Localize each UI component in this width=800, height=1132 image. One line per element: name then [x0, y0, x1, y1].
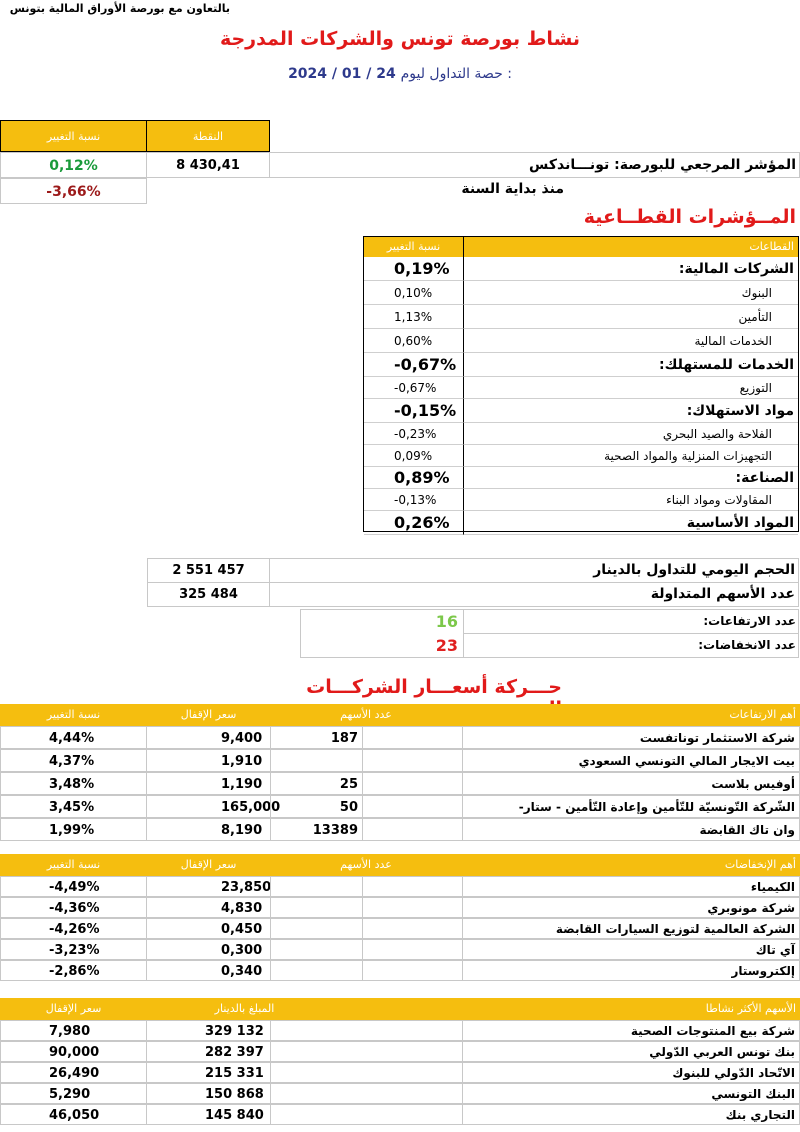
gainers-col-name: أهم الارتفاعات: [729, 708, 796, 721]
active-row: [0, 1062, 800, 1083]
sector-name: المقاولات ومواد البناء: [464, 489, 798, 511]
losers-change: -4,36%: [0, 897, 147, 918]
session-label: حصة التداول ليوم :: [400, 66, 512, 82]
index-ytd-row: [0, 178, 800, 204]
gainers-header: [0, 704, 800, 726]
active-name: بنك تونس العربي الدّولي: [462, 1041, 800, 1062]
losers-qty: [270, 897, 363, 918]
active-spacer: [270, 1083, 463, 1104]
sector-change: 0,10%: [364, 281, 464, 305]
sector-row: [364, 377, 798, 399]
gainers-name: شركة الاستثمار توناتفست: [462, 726, 800, 749]
sector-name: الفلاحة والصيد البحري: [464, 423, 798, 445]
gainers-table: [0, 704, 800, 844]
active-amount: 215 331: [146, 1062, 271, 1083]
downs-value: 23: [435, 636, 458, 655]
losers-change: -3,23%: [0, 939, 147, 960]
sector-row: [364, 329, 798, 353]
gainers-qty: 13389: [270, 818, 363, 841]
losers-spacer: [362, 876, 463, 897]
sector-row-main: [364, 399, 798, 423]
losers-name: الشركة العالمية لتوزيع السيارات القابضة: [462, 918, 800, 939]
active-price: 7,980: [0, 1020, 147, 1041]
sector-change: -0,67%: [364, 377, 464, 399]
losers-price: 0,340: [146, 960, 271, 981]
page-title: نشاط بورصة تونس والشركات المدرجة: [219, 28, 581, 50]
active-price: 46,050: [0, 1104, 147, 1125]
index-table-header: [0, 120, 270, 152]
sector-change: -0,23%: [364, 423, 464, 445]
sector-change: 0,26%: [364, 511, 464, 535]
active-table: [0, 998, 800, 1128]
active-name: البنك التونسي: [462, 1083, 800, 1104]
losers-spacer: [362, 897, 463, 918]
gainers-name: الشّركة التّونسيّة للتّأمين وإعادة التّأمين - ستار-: [462, 795, 800, 818]
sector-change: -0,67%: [364, 353, 464, 377]
gainers-row: [0, 772, 800, 795]
sector-row: [364, 281, 798, 305]
losers-price: 0,300: [146, 939, 271, 960]
index-change: 0,12%: [0, 152, 147, 178]
movers-title: حـــركة أسعـــار الشركـــات: [306, 676, 562, 698]
index-ytd-change: -3,66%: [0, 178, 147, 204]
active-price: 26,490: [0, 1062, 147, 1083]
gainers-spacer: [362, 726, 463, 749]
sectors-title: المــؤشرات القطــاعية: [583, 206, 796, 228]
sector-name: الخدمات المالية: [464, 329, 798, 353]
losers-name: الكيمياء: [462, 876, 800, 897]
active-name: التجاري بنك: [462, 1104, 800, 1125]
active-amount: 150 868: [146, 1083, 271, 1104]
gainers-qty: 25: [270, 772, 363, 795]
losers-row: [0, 918, 800, 939]
losers-col-name: أهم الإنخفاضات: [724, 858, 796, 871]
losers-col-price: سعر الإقفال: [180, 858, 237, 871]
ups-value: 16: [435, 612, 458, 631]
active-price: 90,000: [0, 1041, 147, 1062]
losers-spacer: [362, 918, 463, 939]
volume-value: 2 551 457: [172, 563, 245, 578]
losers-name: شركة مونوبري: [462, 897, 800, 918]
gainers-col-change: نسبة التغيير: [46, 708, 101, 721]
sector-change: -0,13%: [364, 489, 464, 511]
active-spacer: [270, 1104, 463, 1125]
sector-change: 0,60%: [364, 329, 464, 353]
sector-name: التأمين: [464, 305, 798, 329]
breadth-block: [300, 609, 799, 659]
gainers-change: 3,48%: [0, 772, 147, 795]
sectors-table: [363, 236, 799, 532]
shares-value: 325 484: [179, 587, 238, 602]
active-header: [0, 998, 800, 1020]
sector-change: -0,15%: [364, 399, 464, 423]
sector-change: 0,89%: [364, 467, 464, 489]
sector-row: [364, 489, 798, 511]
shares-label: عدد الأسهم المتداولة: [650, 586, 795, 602]
sector-row-main: [364, 511, 798, 535]
active-amount: 145 840: [146, 1104, 271, 1125]
sector-change: 0,19%: [364, 257, 464, 281]
gainers-price: 165,000: [146, 795, 271, 818]
sector-name: الصناعة:: [464, 467, 798, 489]
partner-note: بالتعاون مع بورصة الأوراق المالية بتونس: [9, 2, 230, 15]
losers-name: آي تاك: [462, 939, 800, 960]
gainers-change: 4,37%: [0, 749, 147, 772]
index-col-change: نسبة التغيير: [0, 120, 147, 152]
gainers-change: 4,44%: [0, 726, 147, 749]
sector-name: البنوك: [464, 281, 798, 305]
sector-name: مواد الاستهلاك:: [464, 399, 798, 423]
index-col-points: النقطة: [146, 120, 270, 152]
active-row: [0, 1104, 800, 1125]
gainers-spacer: [362, 795, 463, 818]
losers-qty: [270, 960, 363, 981]
gainers-row: [0, 818, 800, 841]
losers-col-qty: عدد الأسهم: [340, 858, 392, 871]
active-spacer: [270, 1041, 463, 1062]
sector-name: التوزيع: [464, 377, 798, 399]
gainers-price: 8,190: [146, 818, 271, 841]
losers-table: [0, 854, 800, 984]
index-row: [0, 152, 800, 178]
active-row: [0, 1083, 800, 1104]
sector-name: الخدمات للمستهلك:: [464, 353, 798, 377]
gainers-name: بيت الايجار المالي التونسي السعودي: [462, 749, 800, 772]
losers-qty: [270, 876, 363, 897]
sector-row-main: [364, 467, 798, 489]
gainers-spacer: [362, 818, 463, 841]
gainers-change: 1,99%: [0, 818, 147, 841]
active-col-price: سعر الإقفال: [45, 1002, 102, 1015]
active-amount: 329 132: [146, 1020, 271, 1041]
sector-row-main: [364, 257, 798, 281]
session-line: [0, 66, 800, 82]
sector-change: 1,13%: [364, 305, 464, 329]
ups-label: عدد الارتفاعات:: [703, 614, 796, 628]
losers-qty: [270, 939, 363, 960]
losers-price: 4,830: [146, 897, 271, 918]
sector-name: الشركات المالية:: [464, 257, 798, 281]
index-points: 8 430,41: [146, 152, 270, 178]
sector-row: [364, 423, 798, 445]
gainers-row: [0, 795, 800, 818]
volume-label: الحجم اليومي للتداول بالدينار: [593, 562, 795, 578]
sector-name: المواد الأساسية: [464, 511, 798, 535]
index-name: المؤشر المرجعي للبورصة: تونـــاندكس: [529, 157, 796, 173]
losers-spacer: [362, 939, 463, 960]
active-spacer: [270, 1062, 463, 1083]
losers-header: [0, 854, 800, 876]
downs-label: عدد الانخفاضات:: [698, 638, 796, 652]
losers-col-change: نسبة التغيير: [46, 858, 101, 871]
gainers-qty: 50: [270, 795, 363, 818]
gainers-row: [0, 726, 800, 749]
active-name: الاتّحاد الدّولي للبنوك: [462, 1062, 800, 1083]
gainers-qty: 187: [270, 726, 363, 749]
active-col-name: الأسهم الأكثر نشاطا: [705, 1002, 796, 1015]
sector-row: [364, 445, 798, 467]
gainers-col-price: سعر الإقفال: [180, 708, 237, 721]
active-row: [0, 1041, 800, 1062]
active-spacer: [270, 1020, 463, 1041]
active-amount: 282 397: [146, 1041, 271, 1062]
active-name: شركة بيع المنتوجات الصحية: [462, 1020, 800, 1041]
losers-change: -4,26%: [0, 918, 147, 939]
sectors-col-change: نسبة التغيير: [364, 237, 464, 257]
gainers-price: 9,400: [146, 726, 271, 749]
active-price: 5,290: [0, 1083, 147, 1104]
sector-change: 0,09%: [364, 445, 464, 467]
losers-row: [0, 939, 800, 960]
gainers-name: وان تاك القابضة: [462, 818, 800, 841]
sector-row: [364, 305, 798, 329]
losers-change: -2,86%: [0, 960, 147, 981]
active-col-amount: المبلغ بالدينار: [214, 1002, 275, 1015]
losers-spacer: [362, 960, 463, 981]
gainers-qty: [270, 749, 363, 772]
gainers-row: [0, 749, 800, 772]
gainers-name: أوفيس بلاست: [462, 772, 800, 795]
losers-row: [0, 897, 800, 918]
gainers-col-qty: عدد الأسهم: [340, 708, 392, 721]
gainers-price: 1,190: [146, 772, 271, 795]
losers-row: [0, 960, 800, 981]
losers-qty: [270, 918, 363, 939]
active-row: [0, 1020, 800, 1041]
session-date: 2024 / 01 / 24: [288, 66, 396, 82]
gainers-spacer: [362, 772, 463, 795]
losers-change: -4,49%: [0, 876, 147, 897]
sectors-col-sector: القطاعات: [464, 237, 798, 257]
gainers-change: 3,45%: [0, 795, 147, 818]
losers-name: إلكتروستار: [462, 960, 800, 981]
gainers-price: 1,910: [146, 749, 271, 772]
index-ytd-label: منذ بداية السنة: [461, 181, 564, 197]
sector-row-main: [364, 353, 798, 377]
volume-block: [147, 558, 799, 608]
sector-name: التجهيزات المنزلية والمواد الصحية: [464, 445, 798, 467]
losers-price: 23,850: [146, 876, 271, 897]
losers-row: [0, 876, 800, 897]
gainers-spacer: [362, 749, 463, 772]
losers-price: 0,450: [146, 918, 271, 939]
